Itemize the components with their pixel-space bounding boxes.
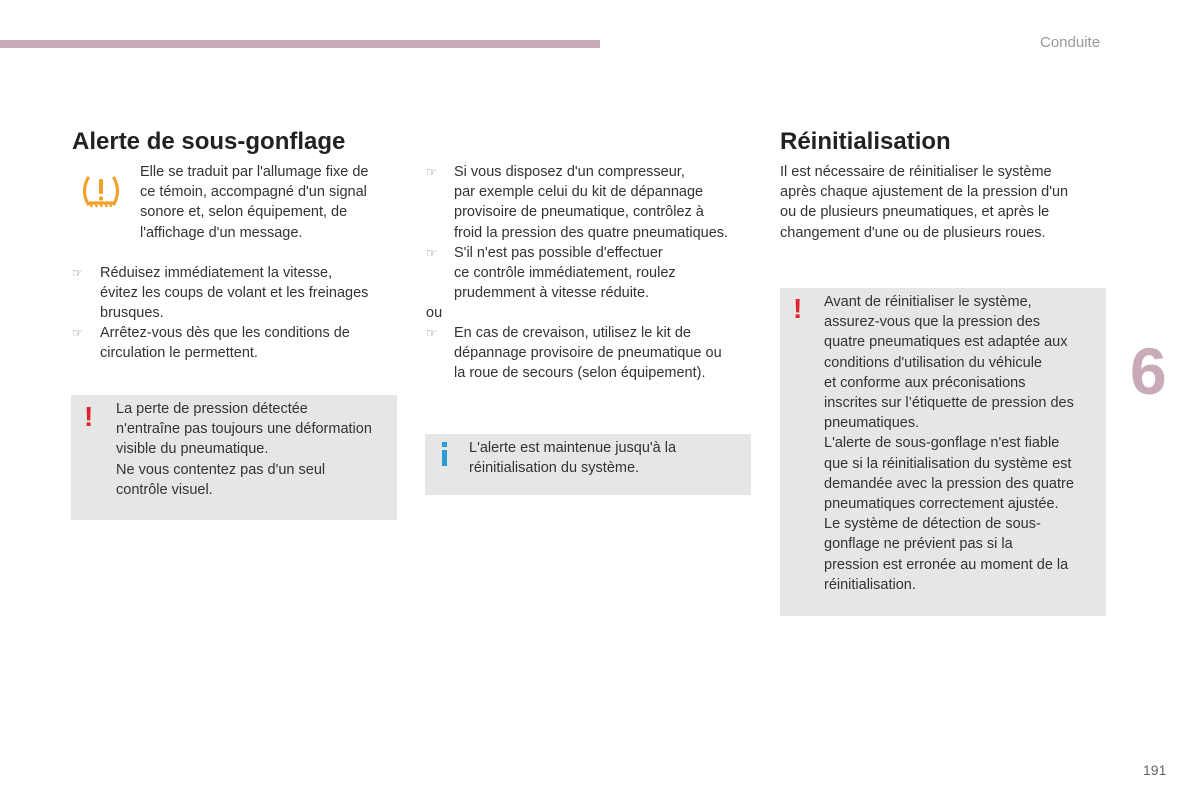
exclamation-icon: ! xyxy=(793,293,803,324)
right-warning-text xyxy=(824,292,1074,595)
text-line: provisoire de pneumatique, contrôlez à xyxy=(454,204,704,221)
text-line: La perte de pression détectée xyxy=(116,401,308,417)
middle-bullet-2 xyxy=(454,243,676,304)
pointing-hand-icon: ☞ xyxy=(426,165,437,179)
left-intro xyxy=(140,162,368,243)
text-line: réinitialisation. xyxy=(824,576,916,593)
text-line: prudemment à vitesse réduite. xyxy=(454,285,650,302)
text-line: demandée avec la pression des quatre xyxy=(824,475,1074,492)
text-line: la roue de secours (selon équipement). xyxy=(454,365,706,382)
text-line: réinitialisation du système. xyxy=(469,460,640,477)
middle-bullet-1 xyxy=(454,162,728,243)
text-line: Le système de détection de sous- xyxy=(824,516,1041,533)
text-line: sonore et, selon équipement, de xyxy=(140,204,348,221)
text-line: pression est erronée au moment de la xyxy=(824,556,1069,573)
text-line: froid la pression des quatre pneumatiques. xyxy=(454,224,729,241)
text-line: Avant de réinitialiser le système, xyxy=(824,294,1032,310)
left-title: Alerte de sous-gonflage xyxy=(72,128,346,155)
pointing-hand-icon: ☞ xyxy=(426,326,437,340)
text-line: Si vous disposez d'un compresseur, xyxy=(454,164,685,180)
text-line: circulation le permettent. xyxy=(100,345,258,362)
text-line: n'entraîne pas toujours une déformation xyxy=(116,421,372,438)
left-bullet-1 xyxy=(100,263,368,324)
middle-bullet-3 xyxy=(454,323,722,384)
text-line: ou de plusieurs pneumatiques, et après le xyxy=(780,204,1050,221)
text-line: et conforme aux préconisations xyxy=(824,374,1026,391)
text-line: visible du pneumatique. xyxy=(116,441,269,458)
text-line: l'affichage d'un message. xyxy=(140,224,303,241)
chapter-number: 6 xyxy=(1130,334,1167,408)
text-line: contrôle visuel. xyxy=(116,481,213,498)
text-line: assurez-vous que la pression des xyxy=(824,314,1041,331)
or-label: ou xyxy=(426,305,443,321)
pointing-hand-icon: ☞ xyxy=(72,326,83,340)
text-line: S'il n'est pas possible d'effectuer xyxy=(454,245,663,261)
text-line: ce témoin, accompagné d'un signal xyxy=(140,184,367,201)
text-line: Arrêtez-vous dès que les conditions de xyxy=(100,325,350,341)
text-line: brusques. xyxy=(100,305,164,322)
info-icon-bar xyxy=(442,450,447,466)
text-line: que si la réinitialisation du système est xyxy=(824,455,1072,472)
text-line: dépannage provisoire de pneumatique ou xyxy=(454,345,722,362)
pointing-hand-icon: ☞ xyxy=(426,246,437,260)
right-intro xyxy=(780,162,1068,243)
text-line: conditions d'utilisation du véhicule xyxy=(824,354,1042,371)
text-line: changement d'une ou de plusieurs roues. xyxy=(780,224,1046,241)
left-bullet-2 xyxy=(100,323,350,363)
exclamation-icon: ! xyxy=(84,401,94,432)
left-warning-text xyxy=(116,399,372,500)
text-line: gonflage ne prévient pas si la xyxy=(824,536,1013,553)
header-accent-bar xyxy=(0,40,600,48)
text-line: En cas de crevaison, utilisez le kit de xyxy=(454,325,691,341)
text-line: ce contrôle immédiatement, roulez xyxy=(454,265,676,282)
text-line: après chaque ajustement de la pression d'un xyxy=(780,184,1069,201)
text-line: évitez les coups de volant et les freinages xyxy=(100,285,369,302)
middle-info-text xyxy=(469,438,676,478)
text-line: Ne vous contentez pas d'un seul xyxy=(116,461,326,478)
text-line: L'alerte est maintenue jusqu'à la xyxy=(469,440,677,456)
text-line: pneumatiques correctement ajustée. xyxy=(824,496,1059,513)
right-title: Réinitialisation xyxy=(780,128,951,155)
text-line: quatre pneumatiques est adaptée aux xyxy=(824,334,1068,351)
info-icon xyxy=(442,442,447,466)
text-line: Réduisez immédiatement la vitesse, xyxy=(100,265,333,281)
text-line: par exemple celui du kit de dépannage xyxy=(454,184,704,201)
pointing-hand-icon: ☞ xyxy=(72,266,83,280)
text-line: inscrites sur l’étiquette de pression des xyxy=(824,395,1074,412)
section-label: Conduite xyxy=(1040,34,1101,51)
info-icon-dot xyxy=(442,442,447,447)
text-line: pneumatiques. xyxy=(824,415,920,432)
text-line: Il est nécessaire de réinitialiser le système xyxy=(780,164,1052,180)
page-number: 191 xyxy=(1143,762,1167,778)
text-line: L'alerte de sous-gonflage n'est fiable xyxy=(824,435,1060,452)
text-line: Elle se traduit par l'allumage fixe de xyxy=(140,164,369,180)
tire-pressure-warning-icon xyxy=(80,171,122,213)
